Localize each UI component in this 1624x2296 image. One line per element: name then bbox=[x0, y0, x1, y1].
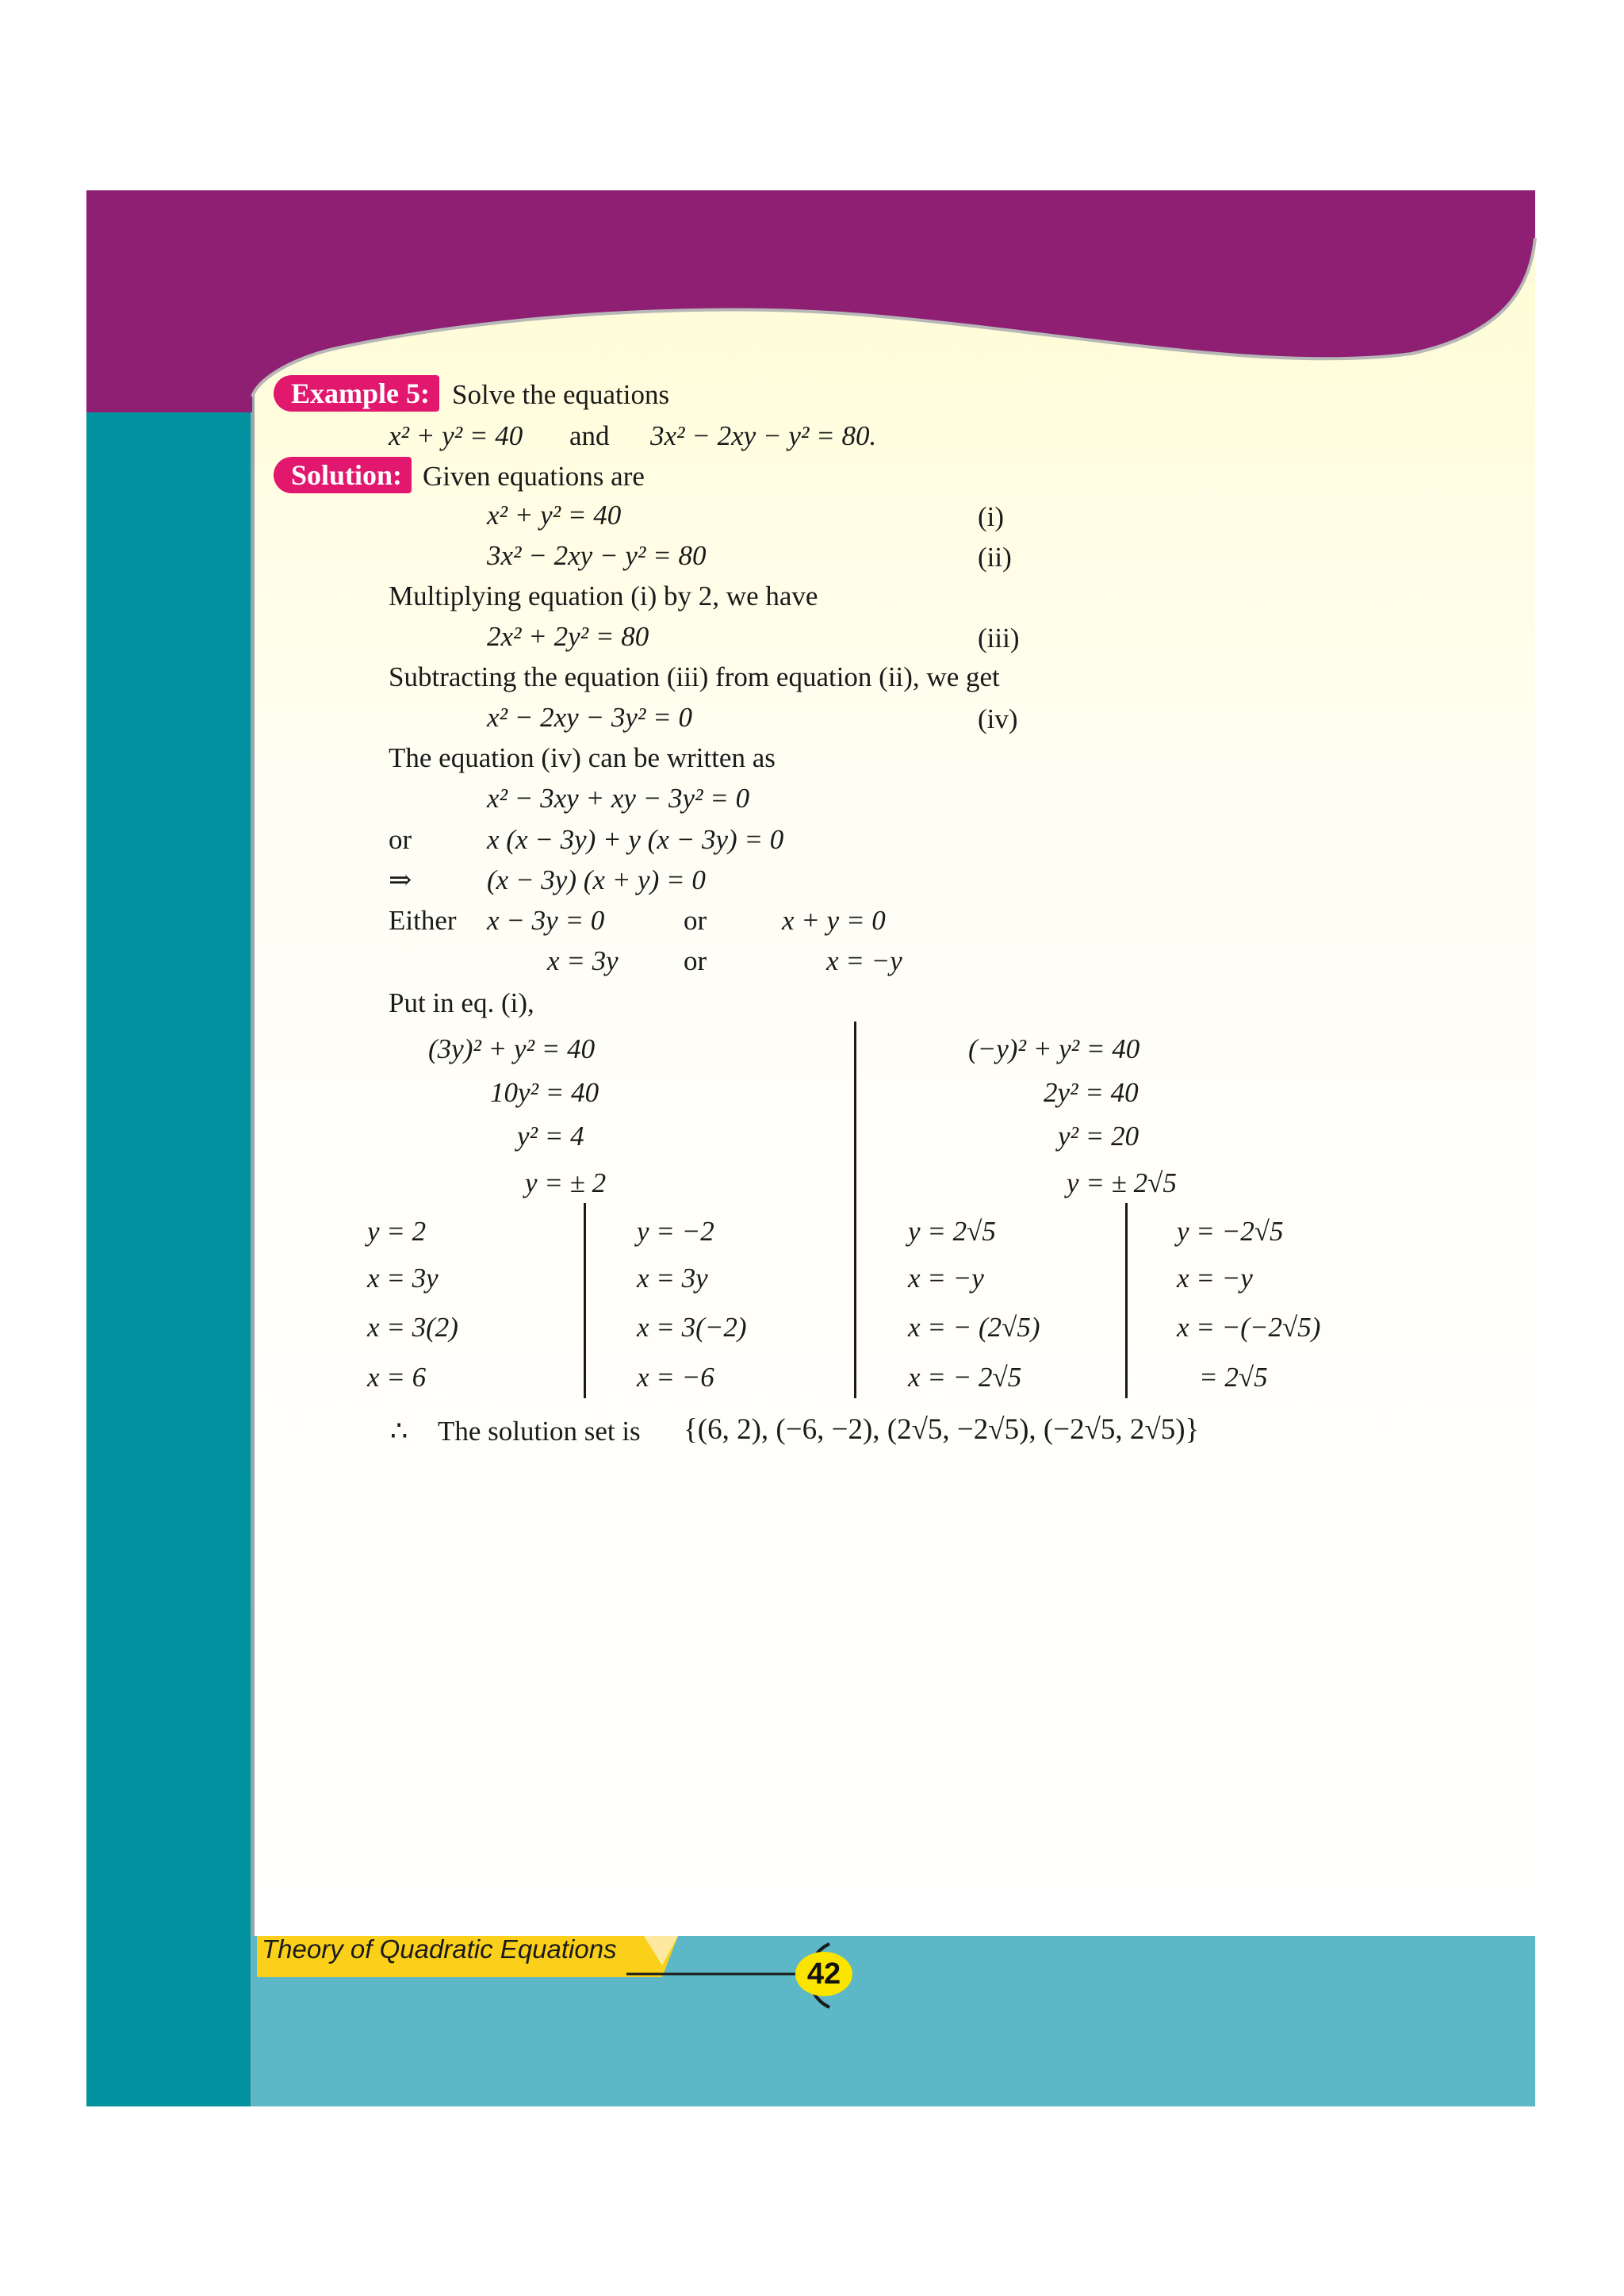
either-b2: x = −y bbox=[826, 945, 902, 976]
either-or-1: or bbox=[684, 905, 707, 936]
equation-split: x² − 3xy + xy − 3y² = 0 bbox=[487, 783, 750, 814]
or-word: or bbox=[389, 824, 412, 855]
either-word: Either bbox=[389, 905, 457, 936]
right-step-4: y = ± 2√5 bbox=[1067, 1167, 1177, 1198]
text-multiply: Multiplying equation (i) by 2, we have bbox=[389, 581, 818, 611]
right-step-1: (−y)² + y² = 40 bbox=[968, 1033, 1140, 1064]
col3-row2: x = −y bbox=[908, 1263, 984, 1294]
implies-symbol: ⇒ bbox=[389, 864, 412, 895]
col3-row1: y = 2√5 bbox=[908, 1216, 996, 1247]
example-equation-a: x² + y² = 40 bbox=[389, 420, 523, 451]
text-written: The equation (iv) can be written as bbox=[389, 742, 776, 773]
col2-row3: x = 3(−2) bbox=[637, 1312, 747, 1343]
equation-i: x² + y² = 40 bbox=[487, 500, 622, 531]
col1-row2: x = 3y bbox=[367, 1263, 439, 1294]
col4-row3: x = −(−2√5) bbox=[1177, 1312, 1321, 1343]
right-step-3: y² = 20 bbox=[1058, 1121, 1139, 1152]
tag-iv: (iv) bbox=[978, 703, 1018, 734]
col1-row1: y = 2 bbox=[367, 1216, 427, 1247]
col2-row4: x = −6 bbox=[637, 1362, 714, 1393]
tag-i: (i) bbox=[978, 501, 1005, 532]
col2-row1: y = −2 bbox=[637, 1216, 714, 1247]
left-divider bbox=[584, 1203, 586, 1398]
col1-row4: x = 6 bbox=[367, 1362, 427, 1393]
col4-row1: y = −2√5 bbox=[1177, 1216, 1284, 1247]
therefore-symbol: ∴ bbox=[390, 1416, 408, 1447]
example-prompt: Solve the equations bbox=[452, 379, 670, 410]
col3-row3: x = − (2√5) bbox=[908, 1312, 1040, 1343]
solution-set: {(6, 2), (−6, −2), (2√5, −2√5), (−2√5, 2√5)} bbox=[684, 1413, 1200, 1446]
chapter-title: Theory of Quadratic Equations bbox=[262, 1934, 617, 1964]
left-step-1: (3y)² + y² = 40 bbox=[428, 1033, 596, 1064]
tag-iii: (iii) bbox=[978, 623, 1020, 654]
col1-row3: x = 3(2) bbox=[367, 1312, 458, 1343]
page-number: 42 bbox=[795, 1952, 852, 1996]
either-or-2: or bbox=[684, 945, 707, 976]
equation-iii: 2x² + 2y² = 80 bbox=[487, 621, 649, 652]
col4-row4: = 2√5 bbox=[1199, 1362, 1268, 1393]
example-equation-b: 3x² − 2xy − y² = 80. bbox=[650, 420, 877, 451]
conclusion-text: The solution set is bbox=[438, 1416, 641, 1447]
either-a2: x = 3y bbox=[547, 945, 619, 976]
center-divider bbox=[854, 1022, 856, 1398]
solution-intro: Given equations are bbox=[423, 461, 645, 492]
tag-ii: (ii) bbox=[978, 542, 1012, 573]
solution-label: Solution: bbox=[274, 457, 412, 493]
equation-ii: 3x² − 2xy − y² = 80 bbox=[487, 540, 707, 571]
either-a: x − 3y = 0 bbox=[487, 905, 605, 936]
left-step-3: y² = 4 bbox=[517, 1121, 584, 1152]
either-b: x + y = 0 bbox=[782, 905, 886, 936]
equation-group: x (x − 3y) + y (x − 3y) = 0 bbox=[487, 824, 784, 855]
col2-row2: x = 3y bbox=[637, 1263, 708, 1294]
right-step-2: 2y² = 40 bbox=[1044, 1077, 1139, 1108]
left-step-2: 10y² = 40 bbox=[490, 1077, 599, 1108]
equation-factor: (x − 3y) (x + y) = 0 bbox=[487, 864, 706, 895]
col4-row2: x = −y bbox=[1177, 1263, 1253, 1294]
right-divider bbox=[1125, 1203, 1128, 1398]
example-and: and bbox=[569, 420, 610, 451]
text-subtract: Subtracting the equation (iii) from equation (ii), we get bbox=[389, 661, 1000, 692]
left-step-4: y = ± 2 bbox=[525, 1167, 607, 1198]
equation-iv: x² − 2xy − 3y² = 0 bbox=[487, 702, 692, 733]
example-label: Example 5: bbox=[274, 375, 439, 412]
put-in-eq: Put in eq. (i), bbox=[389, 987, 534, 1018]
col3-row4: x = − 2√5 bbox=[908, 1362, 1022, 1393]
